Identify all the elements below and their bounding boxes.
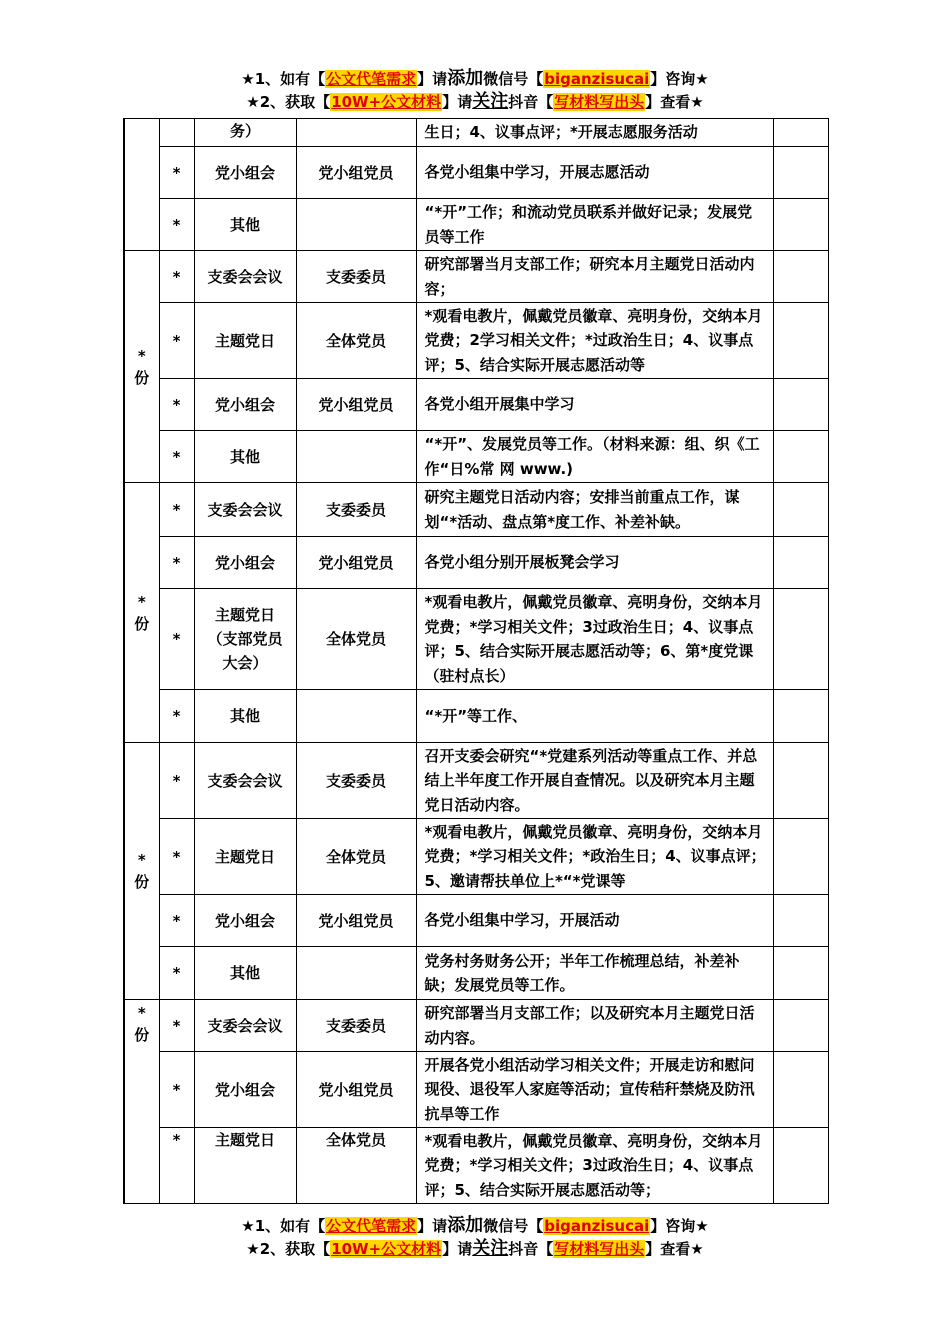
table-row [124, 947, 828, 1000]
bottom-promo-banner [0, 1215, 950, 1261]
meeting-type: 主题党日（支部党员大会） [194, 589, 296, 690]
participants: 支委委员 [296, 251, 416, 303]
row-number: * [159, 743, 194, 819]
meeting-type: 支委会会议 [194, 1000, 296, 1052]
activity-content: *观看电教片，佩戴党员徽章、亮明身份，交纳本月党费；2学习相关文件；*过政治生日；4、议事点评；5、结合实际开展志愿活动等 [416, 303, 773, 379]
month-cell: * 份 [124, 483, 159, 743]
table-row [124, 589, 828, 690]
activity-content: 党务村务财务公开；半年工作梳理总结，补差补缺；发展党员等工作。 [416, 947, 773, 1000]
promo-line-1 [0, 68, 950, 91]
promo-text: 微信号【 [483, 70, 544, 88]
promo-emphasis: 关注 [472, 1238, 509, 1259]
meeting-type: 其他 [194, 431, 296, 483]
promo-highlight: 10W+公文材料 [331, 93, 442, 111]
row-number: * [159, 251, 194, 303]
meeting-type: 党小组会 [194, 147, 296, 199]
promo-emphasis: 关注 [472, 91, 509, 112]
activity-content: “*开”工作；和流动党员联系并做好记录；发展党员等工作 [416, 199, 773, 251]
promo-line-2 [0, 91, 950, 114]
row-number: * [159, 199, 194, 251]
meeting-type: 支委会会议 [194, 743, 296, 819]
activity-content: *观看电教片，佩戴党员徽章、亮明身份，交纳本月党费；*学习相关文件；3过政治生日；4、议事点评；5、结合实际开展志愿活动等； [416, 1128, 773, 1204]
month-cell [124, 119, 159, 251]
meeting-type: 其他 [194, 690, 296, 743]
participants: 党小组党员 [296, 537, 416, 589]
activity-content: 开展各党小组活动学习相关文件；开展走访和慰问现役、退役军人家庭等活动；宣传秸秆禁烧及防汛抗旱等工作 [416, 1052, 773, 1128]
table-row [124, 1128, 828, 1204]
promo-text: 微信号【 [483, 1217, 544, 1235]
table-row [124, 119, 828, 147]
participants [296, 690, 416, 743]
row-number: * [159, 819, 194, 895]
participants: 党小组党员 [296, 147, 416, 199]
row-number: * [159, 1052, 194, 1128]
notes-cell [773, 1052, 828, 1128]
meeting-type: 主题党日 [194, 819, 296, 895]
notes-cell [773, 199, 828, 251]
promo-text: 】请 [417, 70, 448, 88]
notes-cell [773, 589, 828, 690]
table-row [124, 743, 828, 819]
table-row [124, 199, 828, 251]
participants: 党小组党员 [296, 1052, 416, 1128]
promo-emphasis: 添加 [447, 1215, 484, 1236]
activity-content: *观看电教片，佩戴党员徽章、亮明身份，交纳本月党费；*学习相关文件；*政治生日；4、议事点评；5、邀请帮扶单位上*“*党课等 [416, 819, 773, 895]
promo-text: 】请 [442, 93, 473, 111]
activity-content: “*开”等工作、 [416, 690, 773, 743]
promo-text: 】查看★ [645, 93, 704, 111]
participants: 支委委员 [296, 1000, 416, 1052]
table-row [124, 895, 828, 947]
meeting-type: 支委会会议 [194, 251, 296, 303]
participants: 支委委员 [296, 743, 416, 819]
wechat-id-highlight: biganzisucai [544, 1217, 650, 1235]
notes-cell [773, 743, 828, 819]
participants [296, 199, 416, 251]
participants: 全体党员 [296, 303, 416, 379]
row-number [159, 119, 194, 147]
participants [296, 947, 416, 1000]
notes-cell [773, 147, 828, 199]
participants [296, 431, 416, 483]
promo-highlight: 公文代笔需求 [326, 1217, 417, 1235]
notes-cell [773, 251, 828, 303]
douyin-id-highlight: 写材料写出头 [554, 1240, 645, 1258]
table-row [124, 303, 828, 379]
promo-text: ★2、获取【 [246, 93, 331, 111]
participants: 全体党员 [296, 819, 416, 895]
row-number: * [159, 483, 194, 537]
promo-highlight: 公文代笔需求 [326, 70, 417, 88]
activity-content: “*开”、发展党员等工作。（材料来源：组、织《工 作“日%常 网 www.) [416, 431, 773, 483]
activity-content: 各党小组开展集中学习 [416, 379, 773, 431]
table-row [124, 379, 828, 431]
meeting-type: 党小组会 [194, 379, 296, 431]
table-row [124, 147, 828, 199]
promo-text: 】咨询★ [650, 70, 709, 88]
promo-text: 】查看★ [645, 1240, 704, 1258]
notes-cell [773, 119, 828, 147]
row-number: * [159, 690, 194, 743]
month-cell: * 份 [124, 743, 159, 1000]
meeting-type: 党小组会 [194, 895, 296, 947]
promo-text: ★1、如有【 [241, 1217, 326, 1235]
row-number: * [159, 537, 194, 589]
activity-content: 召开支委会研究“*党建系列活动等重点工作、并总结上半年度工作开展自查情况。以及研究本月主题党日活动内容。 [416, 743, 773, 819]
party-activity-plan-table [123, 118, 829, 1204]
notes-cell [773, 483, 828, 537]
notes-cell [773, 947, 828, 1000]
participants: 党小组党员 [296, 895, 416, 947]
notes-cell [773, 690, 828, 743]
participants: 全体党员 [296, 589, 416, 690]
activity-content: *观看电教片，佩戴党员徽章、亮明身份，交纳本月党费；*学习相关文件；3过政治生日；4、议事点评；5、结合实际开展志愿活动等；6、第*度党课（驻村点长） [416, 589, 773, 690]
activity-content: 各党小组集中学习，开展志愿活动 [416, 147, 773, 199]
promo-text: ★1、如有【 [241, 70, 326, 88]
meeting-type: 其他 [194, 199, 296, 251]
notes-cell [773, 379, 828, 431]
meeting-type: 党小组会 [194, 537, 296, 589]
notes-cell [773, 1000, 828, 1052]
table-row [124, 537, 828, 589]
row-number: * [159, 303, 194, 379]
meeting-type: 主题党日 [194, 303, 296, 379]
promo-text: ★2、获取【 [246, 1240, 331, 1258]
row-number: * [159, 895, 194, 947]
row-number: * [159, 147, 194, 199]
activity-content: 生日；4、议事点评；*开展志愿服务活动 [416, 119, 773, 147]
meeting-type: 其他 [194, 947, 296, 1000]
row-number: * [159, 1000, 194, 1052]
promo-text: 】咨询★ [650, 1217, 709, 1235]
promo-text: 】请 [442, 1240, 473, 1258]
row-number: * [159, 379, 194, 431]
promo-emphasis: 添加 [447, 68, 484, 89]
activity-content: 各党小组集中学习，开展活动 [416, 895, 773, 947]
activity-content: 研究主题党日活动内容；安排当前重点工作，谋划“*活动、盘点第*度工作、补差补缺。 [416, 483, 773, 537]
promo-text: 抖音【 [508, 93, 554, 111]
meeting-type: 主题党日 [194, 1128, 296, 1204]
table-row [124, 690, 828, 743]
meeting-type: 务） [194, 119, 296, 147]
activity-content: 各党小组分别开展板凳会学习 [416, 537, 773, 589]
table-row [124, 483, 828, 537]
promo-line-2 [0, 1238, 950, 1261]
participants: 支委委员 [296, 483, 416, 537]
row-number: * [159, 1128, 194, 1204]
notes-cell [773, 895, 828, 947]
notes-cell [773, 537, 828, 589]
notes-cell [773, 303, 828, 379]
table-row [124, 431, 828, 483]
month-cell: * 份 [124, 251, 159, 483]
meeting-type: 党小组会 [194, 1052, 296, 1128]
promo-text: 抖音【 [508, 1240, 554, 1258]
activity-content: 研究部署当月支部工作；研究本月主题党日活动内容； [416, 251, 773, 303]
participants [296, 119, 416, 147]
meeting-type: 支委会会议 [194, 483, 296, 537]
wechat-id-highlight: biganzisucai [544, 70, 650, 88]
table-row [124, 251, 828, 303]
notes-cell [773, 1128, 828, 1204]
promo-text: 】请 [417, 1217, 448, 1235]
row-number: * [159, 947, 194, 1000]
row-number: * [159, 431, 194, 483]
table-row [124, 819, 828, 895]
table-row [124, 1000, 828, 1052]
month-cell: * 份 [124, 1000, 159, 1204]
row-number: * [159, 589, 194, 690]
participants: 党小组党员 [296, 379, 416, 431]
activity-content: 研究部署当月支部工作；以及研究本月主题党日活动内容。 [416, 1000, 773, 1052]
table-row [124, 1052, 828, 1128]
promo-line-1 [0, 1215, 950, 1238]
top-promo-banner [0, 68, 950, 114]
notes-cell [773, 819, 828, 895]
promo-highlight: 10W+公文材料 [331, 1240, 442, 1258]
notes-cell [773, 431, 828, 483]
participants: 全体党员 [296, 1128, 416, 1204]
douyin-id-highlight: 写材料写出头 [554, 93, 645, 111]
